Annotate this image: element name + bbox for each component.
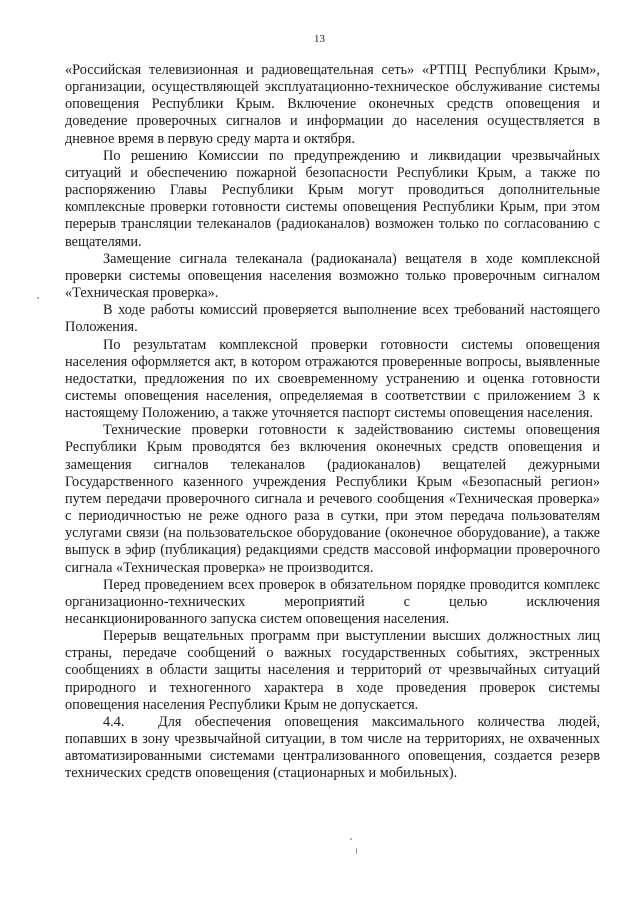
scan-speck: [37, 297, 39, 299]
scan-speck: [350, 838, 352, 840]
section-4-4: [65, 714, 600, 783]
section-text: Для обеспечения оповещения максимального количества людей, попавших в зону чрезвычайной ситуации, в том числе на территориях, не охваченных автоматизированными системами централизованного оповещения, создается резерв технических средств оповещения (стационарных и мобильных).: [65, 713, 600, 782]
paragraph: Перерыв вещательных программ при выступлении высших должностных лиц страны, передаче сообщений о важных государственных событиях, экстренных сообщениях в области защиты населения и территорий от чрезвычайных ситуаций природного и техногенного характера в ходе проведения проверок системы оповещения населения Республики Крым не допускается.: [65, 628, 600, 713]
document-body: [65, 62, 600, 783]
section-number: 4.4.: [103, 713, 125, 730]
paragraph: По решению Комиссии по предупреждению и ликвидации чрезвычайных ситуаций и обеспечению пожарной безопасности Республики Крым, а также по распоряжению Главы Республики Крым могут проводиться дополнительные комплексные проверки готовности системы оповещения Республики Крым, при этом перерыв трансляции телеканалов (радиоканалов) возможен только по согласованию с вещателями.: [65, 147, 600, 250]
paragraph: В ходе работы комиссий проверяется выполнение всех требований настоящего Положения.: [65, 302, 600, 336]
paragraph: Перед проведением всех проверок в обязательном порядке проводится комплекс организационно-технических мероприятий с целью исключения несанкционированного запуска систем оповещения населения.: [65, 576, 600, 627]
paragraph: По результатам комплексной проверки готовности системы оповещения населения оформляется акт, в котором отражаются проверенные вопросы, выявленные недостатки, предложения по их своевременному устранению и оценка готовности системы оповещения населения, определяемая в соответствии с приложением 3 к настоящему Положению, а также уточняется паспорт системы оповещения населения.: [65, 336, 600, 422]
paragraph: Технические проверки готовности к задействованию системы оповещения Республики Крым проводятся без включения оконечных средств оповещения и замещения сигналов телеканалов (радиоканалов) вещателей дежурными Государственного казенного учреждения Республики Крым «Безопасный регион» путем передачи проверочного сигнала и речевого сообщения «Техническая проверка» с периодичностью не реже одного раза в сутки, при этом передача пользователям услугами связи (на пользовательское оборудование (оконечное оборудование), а также выпуск в эфир (публикация) редакциями средств массовой информации проверочного сигнала «Техническая проверка» не производится.: [65, 422, 600, 576]
paragraph: «Российская телевизионная и радиовещательная сеть» «РТПЦ Республики Крым», организации, осуществляющей эксплуатационно-техническое обслуживание системы оповещения Республики Крым. Включение оконечных средств оповещения и доведение проверочных сигналов и информации до населения осуществляется в дневное время в первую среду марта и октября.: [65, 62, 600, 147]
scan-speck: [356, 848, 357, 854]
paragraph: Замещение сигнала телеканала (радиоканала) вещателя в ходе комплексной проверки системы оповещения населения возможно только проверочным сигналом «Техническая проверка».: [65, 250, 600, 302]
page-number: 13: [314, 33, 325, 45]
